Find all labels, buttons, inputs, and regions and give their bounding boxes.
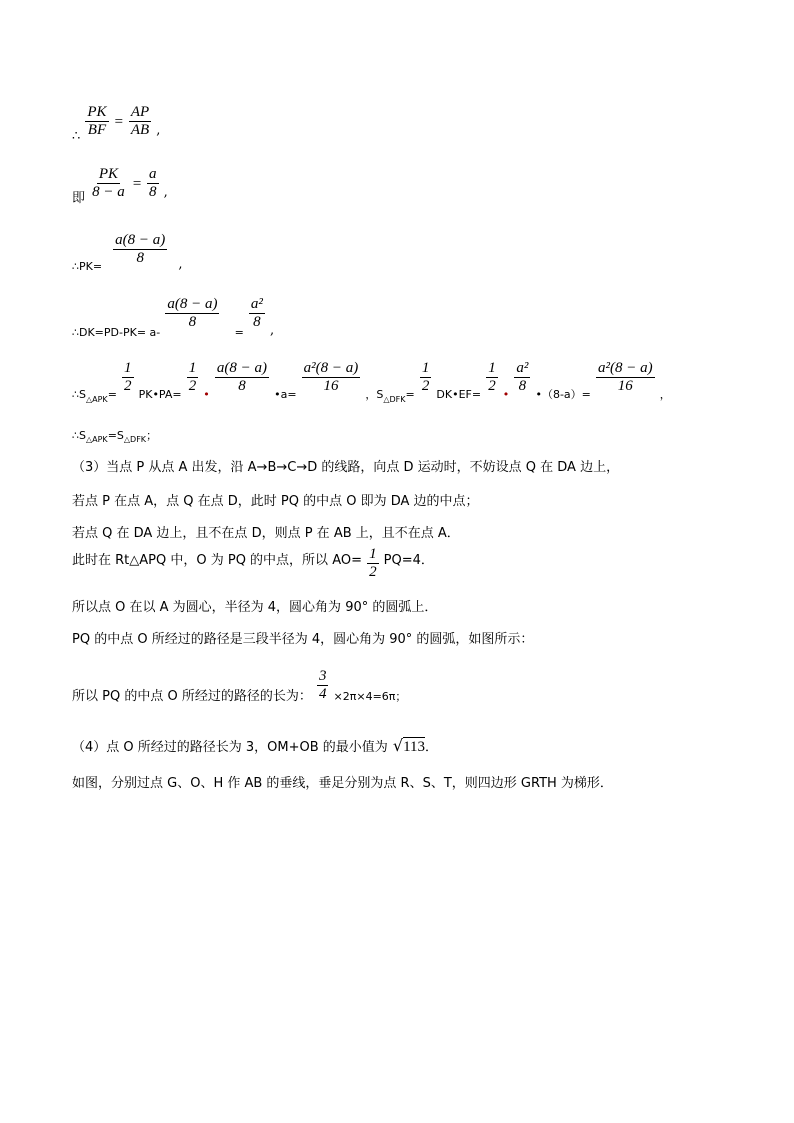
equation-line-4: $_{\therefore DK=PD-PK= a-}$ $\frac{a(8 - a)}{8}$ $_=$ $\frac{\text{a²}}{8}$ $_,$ xyxy=(72,296,275,339)
para3-line5: 所以点 O 在以 A 为圆心，半径为 4，圆心角为 90° 的圆弧上． xyxy=(72,600,438,615)
equation-line-5: $_{\therefore S\triangle APK=}$ $\frac{1}{2}$ $_{PK•PA=}$ $\frac{1}{2}$ $_•$ $\frac{a(8 - a)}{8}$ $_{•a=}$ $\frac{\text{a²(8 − a)}}{16}$ $_{,S\triangle DFK=}$ $\frac{1}{2}$ $_{DK•EF=}$ $\frac{1}{2}$ $_•$ $\frac{\text{a²}}{8}$ $_{•(8-a)=}$ $\frac{\text{a²(8 − a)}}{16}$ $_,$ xyxy=(72,360,671,404)
equation-line-6: ∴S△APK=S△DFK； xyxy=(72,429,158,444)
para4-line2: 如图，分别过点 G、O、H 作 AB 的垂线，垂足分别为点 R、S、T，则四边形 GRTH 为梯形． xyxy=(72,776,613,791)
para3-line7: $_{所以 PQ 的中点 O 所经过的路径的长为:}$ $\frac{3}{4}$ $_{\times 2\pi\times 4=6\pi;}$ xyxy=(72,668,407,704)
therefore-symbol: ∴ xyxy=(72,129,81,144)
fraction-ap-ab: $\frac{AP}{AB}$ xyxy=(130,104,150,138)
para4-line1: （4）点 O 所经过的路径长为 3，OM+OB 的最小值为 √113． xyxy=(72,736,439,755)
fraction-pk-value: $\frac{a(8 - a)}{8}$ xyxy=(115,232,166,266)
sqrt-symbol: √ xyxy=(392,736,404,755)
fraction-one-half: $\frac{1}{2}$ xyxy=(369,546,377,580)
fraction-pk-8a: $\frac{PK}{8 - a}$ xyxy=(92,166,125,200)
equation-line-2: $_即$ $\frac{PK}{8 - a}$ = $\frac{a}{8}$ $_,$ xyxy=(72,166,168,206)
fraction-a-8: $\frac{a}{8}$ xyxy=(149,166,157,200)
equation-line-1: $_\therefore$ $\frac{PK}{BF}$ = $\frac{AP}{AB}$ $_,$ xyxy=(72,104,161,144)
sqrt-radicand: 113 xyxy=(403,739,426,755)
para3-line6: PQ 的中点 O 所经过的路径是三段半径为 4，圆心角为 90° 的圆弧，如图所示： xyxy=(72,632,534,647)
equation-line-3: $_{\therefore PK=}$ $\frac{a(8 - a)}{8}$ $_,$ xyxy=(72,232,183,273)
fraction-dk-result: $\frac{\text{a²}}{8}$ xyxy=(250,296,263,330)
para3-line4: $^{此时在 Rt\triangle APQ 中,O 为 PQ 的中点,所以 AO=}$ $\frac{1}{2}$ $^{PQ=4.}$ xyxy=(72,546,434,580)
fraction-dk-part: $\frac{a(8 - a)}{8}$ xyxy=(167,296,218,330)
fraction-pk-bf: $\frac{PK}{BF}$ xyxy=(87,104,107,138)
para3-line1: （3）当点 P 从点 A 出发，沿 A→B→C→D 的线路，向点 D 运动时，不妨设点 Q 在 DA 边上， xyxy=(72,460,620,475)
para3-line2: 若点 P 在点 A，点 Q 在点 D，此时 PQ 的中点 O 即为 DA 边的中点； xyxy=(72,494,479,509)
para3-line3: 若点 Q 在 DA 边上，且不在点 D，则点 P 在 AB 上，且不在点 A． xyxy=(72,526,460,541)
fraction-three-quarters: $\frac{3}{4}$ xyxy=(318,668,327,702)
